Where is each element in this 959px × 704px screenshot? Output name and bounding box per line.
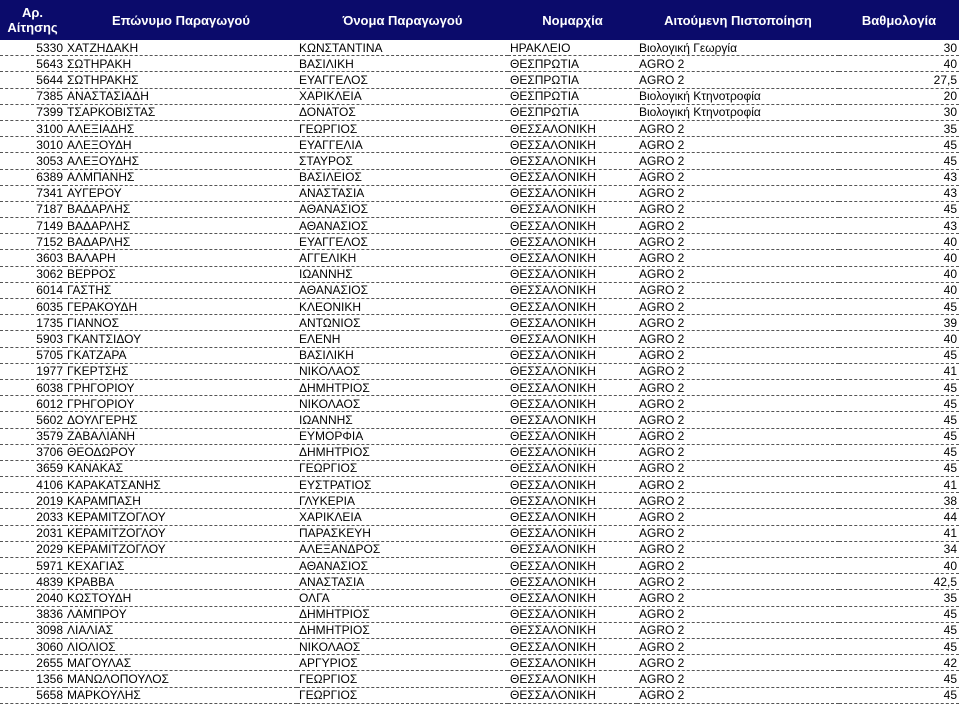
- score-cell: 42,5: [839, 574, 959, 590]
- application-number-cell: 2040: [0, 590, 65, 606]
- producer-surname-cell: ΖΑΒΑΛΙΑΝΗ: [65, 428, 297, 444]
- score-cell: 38: [839, 493, 959, 509]
- certification-cell: AGRO 2: [637, 493, 839, 509]
- certification-cell: AGRO 2: [637, 250, 839, 266]
- producer-name-cell: ΔΗΜΗΤΡΙΟΣ: [297, 606, 508, 622]
- producer-name-cell: ΝΙΚΟΛΑΟΣ: [297, 638, 508, 654]
- certification-cell: AGRO 2: [637, 282, 839, 298]
- prefecture-cell: ΘΕΣΠΡΩΤΙΑ: [508, 88, 637, 104]
- producer-name-cell: ΑΛΕΞΑΝΔΡΟΣ: [297, 541, 508, 557]
- producer-name-cell: ΚΛΕΟΝΙΚΗ: [297, 299, 508, 315]
- prefecture-cell: ΘΕΣΣΑΛΟΝΙΚΗ: [508, 234, 637, 250]
- score-cell: 45: [839, 622, 959, 638]
- certification-cell: AGRO 2: [637, 541, 839, 557]
- table-header: [0, 0, 959, 40]
- producer-surname-cell: ΑΛΕΞΟΥΔΗ: [65, 137, 297, 153]
- producer-surname-cell: ΛΙΑΛΙΑΣ: [65, 622, 297, 638]
- producer-name-cell: ΑΓΓΕΛΙΚΗ: [297, 250, 508, 266]
- certification-cell: AGRO 2: [637, 137, 839, 153]
- score-cell: 40: [839, 234, 959, 250]
- producer-name-cell: ΑΘΑΝΑΣΙΟΣ: [297, 558, 508, 574]
- score-cell: 35: [839, 590, 959, 606]
- application-number-cell: 5658: [0, 687, 65, 703]
- prefecture-cell: ΘΕΣΣΑΛΟΝΙΚΗ: [508, 655, 637, 671]
- application-number-cell: 6012: [0, 396, 65, 412]
- score-cell: 45: [839, 460, 959, 476]
- producer-surname-cell: ΓΡΗΓΟΡΙΟΥ: [65, 379, 297, 395]
- table-row: [0, 558, 959, 574]
- producer-surname-cell: ΓΚΑΤΖΑΡΑ: [65, 347, 297, 363]
- producer-name-cell: ΑΘΑΝΑΣΙΟΣ: [297, 201, 508, 217]
- prefecture-cell: ΘΕΣΣΑΛΟΝΙΚΗ: [508, 250, 637, 266]
- score-cell: 40: [839, 266, 959, 282]
- producer-surname-cell: ΚΑΝΑΚΑΣ: [65, 460, 297, 476]
- producer-surname-cell: ΑΥΓΕΡΟΥ: [65, 185, 297, 201]
- producer-name-cell: ΟΛΓΑ: [297, 590, 508, 606]
- certification-cell: AGRO 2: [637, 201, 839, 217]
- producer-name-cell: ΣΤΑΥΡΟΣ: [297, 153, 508, 169]
- certification-cell: Βιολογική Γεωργία: [637, 40, 839, 56]
- producer-surname-cell: ΣΩΤΗΡΑΚΗΣ: [65, 72, 297, 88]
- prefecture-cell: ΘΕΣΣΑΛΟΝΙΚΗ: [508, 558, 637, 574]
- application-number-cell: 3100: [0, 120, 65, 136]
- score-cell: 42: [839, 655, 959, 671]
- application-number-cell: 3010: [0, 137, 65, 153]
- table-row: [0, 396, 959, 412]
- application-number-cell: 3062: [0, 266, 65, 282]
- table-row: [0, 266, 959, 282]
- producer-name-cell: ΕΥΑΓΓΕΛΟΣ: [297, 72, 508, 88]
- prefecture-cell: ΘΕΣΣΑΛΟΝΙΚΗ: [508, 606, 637, 622]
- producer-surname-cell: ΘΕΟΔΩΡΟΥ: [65, 444, 297, 460]
- score-cell: 41: [839, 525, 959, 541]
- application-number-cell: 7149: [0, 218, 65, 234]
- producer-surname-cell: ΔΟΥΛΓΕΡΗΣ: [65, 412, 297, 428]
- table-row: [0, 655, 959, 671]
- prefecture-cell: ΘΕΣΣΑΛΟΝΙΚΗ: [508, 363, 637, 379]
- certification-cell: AGRO 2: [637, 525, 839, 541]
- prefecture-cell: ΘΕΣΣΑΛΟΝΙΚΗ: [508, 169, 637, 185]
- application-number-cell: 2031: [0, 525, 65, 541]
- producer-name-cell: ΚΩΝΣΤΑΝΤΙΝΑ: [297, 40, 508, 56]
- application-number-cell: 7187: [0, 201, 65, 217]
- producer-name-cell: ΝΙΚΟΛΑΟΣ: [297, 363, 508, 379]
- producer-surname-cell: ΑΛΜΠΑΝΗΣ: [65, 169, 297, 185]
- prefecture-cell: ΘΕΣΣΑΛΟΝΙΚΗ: [508, 477, 637, 493]
- score-cell: 30: [839, 104, 959, 120]
- table-row: [0, 525, 959, 541]
- producer-surname-cell: ΓΚΕΡΤΣΗΣ: [65, 363, 297, 379]
- certification-cell: AGRO 2: [637, 477, 839, 493]
- prefecture-cell: ΘΕΣΣΑΛΟΝΙΚΗ: [508, 493, 637, 509]
- certification-cell: AGRO 2: [637, 315, 839, 331]
- application-number-cell: 3579: [0, 428, 65, 444]
- prefecture-cell: ΘΕΣΣΑΛΟΝΙΚΗ: [508, 590, 637, 606]
- application-number-cell: 5971: [0, 558, 65, 574]
- producer-name-cell: ΑΡΓΥΡΙΟΣ: [297, 655, 508, 671]
- certification-cell: AGRO 2: [637, 169, 839, 185]
- certification-cell: AGRO 2: [637, 185, 839, 201]
- certification-cell: AGRO 2: [637, 266, 839, 282]
- prefecture-cell: ΘΕΣΣΑΛΟΝΙΚΗ: [508, 574, 637, 590]
- application-number-cell: 6014: [0, 282, 65, 298]
- producer-surname-cell: ΓΚΑΝΤΣΙΔΟΥ: [65, 331, 297, 347]
- score-cell: 45: [839, 299, 959, 315]
- prefecture-cell: ΘΕΣΠΡΩΤΙΑ: [508, 56, 637, 72]
- producer-surname-cell: ΒΑΔΑΡΛΗΣ: [65, 201, 297, 217]
- table-row: [0, 509, 959, 525]
- application-number-cell: 1735: [0, 315, 65, 331]
- prefecture-cell: ΘΕΣΣΑΛΟΝΙΚΗ: [508, 444, 637, 460]
- prefecture-cell: ΘΕΣΣΑΛΟΝΙΚΗ: [508, 299, 637, 315]
- application-number-cell: 3836: [0, 606, 65, 622]
- producer-surname-cell: ΛΙΟΛΙΟΣ: [65, 638, 297, 654]
- application-number-cell: 3098: [0, 622, 65, 638]
- certification-cell: AGRO 2: [637, 574, 839, 590]
- application-number-cell: 7385: [0, 88, 65, 104]
- producer-name-cell: ΧΑΡΙΚΛΕΙΑ: [297, 88, 508, 104]
- prefecture-cell: ΘΕΣΣΑΛΟΝΙΚΗ: [508, 282, 637, 298]
- table-row: [0, 590, 959, 606]
- producer-name-cell: ΒΑΣΙΛΙΚΗ: [297, 56, 508, 72]
- score-cell: 27,5: [839, 72, 959, 88]
- table-row: [0, 444, 959, 460]
- prefecture-cell: ΘΕΣΣΑΛΟΝΙΚΗ: [508, 120, 637, 136]
- score-cell: 41: [839, 363, 959, 379]
- certification-cell: AGRO 2: [637, 412, 839, 428]
- producer-name-cell: ΙΩΑΝΝΗΣ: [297, 412, 508, 428]
- prefecture-cell: ΘΕΣΣΑΛΟΝΙΚΗ: [508, 201, 637, 217]
- prefecture-cell: ΘΕΣΣΑΛΟΝΙΚΗ: [508, 509, 637, 525]
- prefecture-cell: ΘΕΣΠΡΩΤΙΑ: [508, 72, 637, 88]
- table-row: [0, 541, 959, 557]
- producer-name-cell: ΕΛΕΝΗ: [297, 331, 508, 347]
- producer-surname-cell: ΚΕΡΑΜΙΤΖΟΓΛΟΥ: [65, 525, 297, 541]
- producer-name-cell: ΧΑΡΙΚΛΕΙΑ: [297, 509, 508, 525]
- producer-surname-cell: ΑΝΑΣΤΑΣΙΑΔΗ: [65, 88, 297, 104]
- application-number-cell: 2019: [0, 493, 65, 509]
- table-row: [0, 493, 959, 509]
- producer-surname-cell: ΣΩΤΗΡΑΚΗ: [65, 56, 297, 72]
- score-cell: 39: [839, 315, 959, 331]
- table-row: [0, 331, 959, 347]
- producer-surname-cell: ΜΑΓΟΥΛΑΣ: [65, 655, 297, 671]
- score-cell: 45: [839, 347, 959, 363]
- producer-name-cell: ΕΥΑΓΓΕΛΟΣ: [297, 234, 508, 250]
- application-number-cell: 2655: [0, 655, 65, 671]
- producer-surname-cell: ΤΣΑΡΚΟΒΙΣΤΑΣ: [65, 104, 297, 120]
- producer-surname-cell: ΛΑΜΠΡΟΥ: [65, 606, 297, 622]
- table-row: [0, 379, 959, 395]
- application-number-cell: 4839: [0, 574, 65, 590]
- prefecture-cell: ΘΕΣΣΑΛΟΝΙΚΗ: [508, 185, 637, 201]
- producer-surname-cell: ΚΕΧΑΓΙΑΣ: [65, 558, 297, 574]
- producer-surname-cell: ΚΩΣΤΟΥΔΗ: [65, 590, 297, 606]
- certification-cell: AGRO 2: [637, 347, 839, 363]
- certification-cell: AGRO 2: [637, 234, 839, 250]
- producer-surname-cell: ΧΑΤΖΗΔΑΚΗ: [65, 40, 297, 56]
- certification-cell: AGRO 2: [637, 72, 839, 88]
- producer-name-cell: ΕΥΑΓΓΕΛΙΑ: [297, 137, 508, 153]
- prefecture-cell: ΘΕΣΣΑΛΟΝΙΚΗ: [508, 412, 637, 428]
- application-number-cell: 4106: [0, 477, 65, 493]
- producer-surname-cell: ΒΑΔΑΡΛΗΣ: [65, 234, 297, 250]
- prefecture-cell: ΘΕΣΣΑΛΟΝΙΚΗ: [508, 541, 637, 557]
- certification-cell: AGRO 2: [637, 299, 839, 315]
- table-row: [0, 363, 959, 379]
- table-row: [0, 428, 959, 444]
- certification-cell: AGRO 2: [637, 396, 839, 412]
- table-row: [0, 72, 959, 88]
- certification-cell: AGRO 2: [637, 606, 839, 622]
- application-number-cell: 5705: [0, 347, 65, 363]
- score-cell: 45: [839, 671, 959, 687]
- certification-cell: AGRO 2: [637, 363, 839, 379]
- certification-cell: AGRO 2: [637, 638, 839, 654]
- producer-name-cell: ΔΗΜΗΤΡΙΟΣ: [297, 622, 508, 638]
- producer-surname-cell: ΒΑΛΑΡΗ: [65, 250, 297, 266]
- application-number-cell: 2033: [0, 509, 65, 525]
- table-row: [0, 250, 959, 266]
- producer-name-cell: ΔΗΜΗΤΡΙΟΣ: [297, 444, 508, 460]
- producer-name-cell: ΑΝΤΩΝΙΟΣ: [297, 315, 508, 331]
- producer-name-cell: ΓΕΩΡΓΙΟΣ: [297, 671, 508, 687]
- application-number-cell: 6389: [0, 169, 65, 185]
- application-number-cell: 3706: [0, 444, 65, 460]
- producer-name-cell: ΕΥΜΟΡΦΙΑ: [297, 428, 508, 444]
- certification-cell: AGRO 2: [637, 622, 839, 638]
- table-row: [0, 137, 959, 153]
- score-cell: 45: [839, 153, 959, 169]
- producer-name-cell: ΑΝΑΣΤΑΣΙΑ: [297, 574, 508, 590]
- table-row: [0, 40, 959, 56]
- producer-surname-cell: ΒΕΡΡΟΣ: [65, 266, 297, 282]
- table-row: [0, 218, 959, 234]
- certification-cell: AGRO 2: [637, 558, 839, 574]
- application-number-cell: 5602: [0, 412, 65, 428]
- score-cell: 45: [839, 412, 959, 428]
- prefecture-cell: ΘΕΣΣΑΛΟΝΙΚΗ: [508, 379, 637, 395]
- producer-surname-cell: ΑΛΕΞΙΑΔΗΣ: [65, 120, 297, 136]
- producer-name-cell: ΔΗΜΗΤΡΙΟΣ: [297, 379, 508, 395]
- score-cell: 45: [839, 201, 959, 217]
- application-number-cell: 3053: [0, 153, 65, 169]
- score-cell: 45: [839, 638, 959, 654]
- application-number-cell: 1356: [0, 671, 65, 687]
- table-row: [0, 56, 959, 72]
- prefecture-cell: ΘΕΣΣΑΛΟΝΙΚΗ: [508, 460, 637, 476]
- certification-cell: AGRO 2: [637, 655, 839, 671]
- header-producer-name: Όνομα Παραγωγού: [297, 0, 508, 40]
- score-cell: 30: [839, 40, 959, 56]
- score-cell: 45: [839, 687, 959, 703]
- producer-name-cell: ΓΕΩΡΓΙΟΣ: [297, 687, 508, 703]
- application-number-cell: 2029: [0, 541, 65, 557]
- table-row: [0, 687, 959, 703]
- certification-cell: AGRO 2: [637, 444, 839, 460]
- score-cell: 45: [839, 444, 959, 460]
- header-requested-certification: Αιτούμενη Πιστοποίηση: [637, 0, 839, 40]
- prefecture-cell: ΘΕΣΣΑΛΟΝΙΚΗ: [508, 638, 637, 654]
- producer-name-cell: ΑΘΑΝΑΣΙΟΣ: [297, 282, 508, 298]
- prefecture-cell: ΘΕΣΣΑΛΟΝΙΚΗ: [508, 153, 637, 169]
- producer-surname-cell: ΚΡΑΒΒΑ: [65, 574, 297, 590]
- application-number-cell: 1977: [0, 363, 65, 379]
- producer-surname-cell: ΚΑΡΑΜΠΑΣΗ: [65, 493, 297, 509]
- certification-cell: AGRO 2: [637, 687, 839, 703]
- certification-cell: AGRO 2: [637, 153, 839, 169]
- header-producer-surname: Επώνυμο Παραγωγού: [65, 0, 297, 40]
- score-cell: 45: [839, 396, 959, 412]
- table-row: [0, 104, 959, 120]
- prefecture-cell: ΘΕΣΣΑΛΟΝΙΚΗ: [508, 671, 637, 687]
- certification-cell: Βιολογική Κτηνοτροφία: [637, 104, 839, 120]
- prefecture-cell: ΘΕΣΣΑΛΟΝΙΚΗ: [508, 218, 637, 234]
- producer-surname-cell: ΚΕΡΑΜΙΤΖΟΓΛΟΥ: [65, 509, 297, 525]
- table-row: [0, 299, 959, 315]
- score-cell: 40: [839, 558, 959, 574]
- score-cell: 45: [839, 606, 959, 622]
- prefecture-cell: ΘΕΣΣΑΛΟΝΙΚΗ: [508, 428, 637, 444]
- score-cell: 45: [839, 379, 959, 395]
- prefecture-cell: ΘΕΣΣΑΛΟΝΙΚΗ: [508, 137, 637, 153]
- application-number-cell: 7341: [0, 185, 65, 201]
- producer-name-cell: ΙΩΑΝΝΗΣ: [297, 266, 508, 282]
- producer-surname-cell: ΑΛΕΞΟΥΔΗΣ: [65, 153, 297, 169]
- certification-cell: AGRO 2: [637, 428, 839, 444]
- producer-name-cell: ΝΙΚΟΛΑΟΣ: [297, 396, 508, 412]
- header-application-number: Αρ. Αίτησης: [0, 0, 65, 40]
- table-row: [0, 88, 959, 104]
- certification-cell: AGRO 2: [637, 379, 839, 395]
- producer-surname-cell: ΜΑΡΚΟΥΛΗΣ: [65, 687, 297, 703]
- table-row: [0, 185, 959, 201]
- producer-name-cell: ΓΕΩΡΓΙΟΣ: [297, 120, 508, 136]
- score-cell: 40: [839, 331, 959, 347]
- producer-surname-cell: ΓΑΣΤΗΣ: [65, 282, 297, 298]
- score-cell: 34: [839, 541, 959, 557]
- table-row: [0, 460, 959, 476]
- producer-name-cell: ΑΝΑΣΤΑΣΙΑ: [297, 185, 508, 201]
- producer-name-cell: ΒΑΣΙΛΙΚΗ: [297, 347, 508, 363]
- header-prefecture: Νομαρχία: [508, 0, 637, 40]
- producer-surname-cell: ΓΕΡΑΚΟΥΔΗ: [65, 299, 297, 315]
- table-row: [0, 606, 959, 622]
- score-cell: 43: [839, 218, 959, 234]
- prefecture-cell: ΘΕΣΣΑΛΟΝΙΚΗ: [508, 331, 637, 347]
- producer-surname-cell: ΒΑΔΑΡΛΗΣ: [65, 218, 297, 234]
- producer-name-cell: ΕΥΣΤΡΑΤΙΟΣ: [297, 477, 508, 493]
- header-score: Βαθμολογία: [839, 0, 959, 40]
- certification-cell: Βιολογική Κτηνοτροφία: [637, 88, 839, 104]
- certification-cell: AGRO 2: [637, 120, 839, 136]
- application-number-cell: 3659: [0, 460, 65, 476]
- producer-name-cell: ΠΑΡΑΣΚΕΥΗ: [297, 525, 508, 541]
- score-cell: 41: [839, 477, 959, 493]
- prefecture-cell: ΘΕΣΣΑΛΟΝΙΚΗ: [508, 266, 637, 282]
- application-number-cell: 5330: [0, 40, 65, 56]
- certification-cell: AGRO 2: [637, 590, 839, 606]
- table-row: [0, 622, 959, 638]
- application-number-cell: 6035: [0, 299, 65, 315]
- certification-cell: AGRO 2: [637, 509, 839, 525]
- table-row: [0, 638, 959, 654]
- table-row: [0, 201, 959, 217]
- table-row: [0, 412, 959, 428]
- table-row: [0, 347, 959, 363]
- prefecture-cell: ΘΕΣΠΡΩΤΙΑ: [508, 104, 637, 120]
- prefecture-cell: ΘΕΣΣΑΛΟΝΙΚΗ: [508, 687, 637, 703]
- producer-name-cell: ΓΕΩΡΓΙΟΣ: [297, 460, 508, 476]
- producer-surname-cell: ΚΕΡΑΜΙΤΖΟΓΛΟΥ: [65, 541, 297, 557]
- producer-name-cell: ΓΛΥΚΕΡΙΑ: [297, 493, 508, 509]
- score-cell: 45: [839, 137, 959, 153]
- producer-name-cell: ΔΟΝΑΤΟΣ: [297, 104, 508, 120]
- application-number-cell: 7399: [0, 104, 65, 120]
- score-cell: 40: [839, 56, 959, 72]
- certification-cell: AGRO 2: [637, 331, 839, 347]
- certification-cell: AGRO 2: [637, 56, 839, 72]
- header-row: [0, 0, 959, 40]
- table-row: [0, 169, 959, 185]
- application-number-cell: 6038: [0, 379, 65, 395]
- application-number-cell: 5903: [0, 331, 65, 347]
- score-cell: 40: [839, 250, 959, 266]
- table-row: [0, 120, 959, 136]
- score-cell: 43: [839, 185, 959, 201]
- table-row: [0, 153, 959, 169]
- prefecture-cell: ΘΕΣΣΑΛΟΝΙΚΗ: [508, 525, 637, 541]
- score-cell: 20: [839, 88, 959, 104]
- score-cell: 43: [839, 169, 959, 185]
- score-cell: 45: [839, 428, 959, 444]
- application-number-cell: 3603: [0, 250, 65, 266]
- table-row: [0, 282, 959, 298]
- certification-cell: AGRO 2: [637, 671, 839, 687]
- score-cell: 44: [839, 509, 959, 525]
- producer-surname-cell: ΓΙΑΝΝΟΣ: [65, 315, 297, 331]
- table-body: [0, 40, 959, 703]
- score-cell: 40: [839, 282, 959, 298]
- producer-name-cell: ΒΑΣΙΛΕΙΟΣ: [297, 169, 508, 185]
- table-row: [0, 315, 959, 331]
- producer-name-cell: ΑΘΑΝΑΣΙΟΣ: [297, 218, 508, 234]
- table-row: [0, 574, 959, 590]
- table-row: [0, 477, 959, 493]
- prefecture-cell: ΘΕΣΣΑΛΟΝΙΚΗ: [508, 347, 637, 363]
- table-row: [0, 671, 959, 687]
- producer-surname-cell: ΚΑΡΑΚΑΤΣΑΝΗΣ: [65, 477, 297, 493]
- certification-cell: AGRO 2: [637, 218, 839, 234]
- application-number-cell: 5644: [0, 72, 65, 88]
- producer-surname-cell: ΜΑΝΩΛΟΠΟΥΛΟΣ: [65, 671, 297, 687]
- application-number-cell: 7152: [0, 234, 65, 250]
- certification-cell: AGRO 2: [637, 460, 839, 476]
- producer-surname-cell: ΓΡΗΓΟΡΙΟΥ: [65, 396, 297, 412]
- prefecture-cell: ΘΕΣΣΑΛΟΝΙΚΗ: [508, 622, 637, 638]
- prefecture-cell: ΘΕΣΣΑΛΟΝΙΚΗ: [508, 396, 637, 412]
- prefecture-cell: ΘΕΣΣΑΛΟΝΙΚΗ: [508, 315, 637, 331]
- score-cell: 35: [839, 120, 959, 136]
- application-number-cell: 5643: [0, 56, 65, 72]
- application-number-cell: 3060: [0, 638, 65, 654]
- table-row: [0, 234, 959, 250]
- prefecture-cell: ΗΡΑΚΛΕΙΟ: [508, 40, 637, 56]
